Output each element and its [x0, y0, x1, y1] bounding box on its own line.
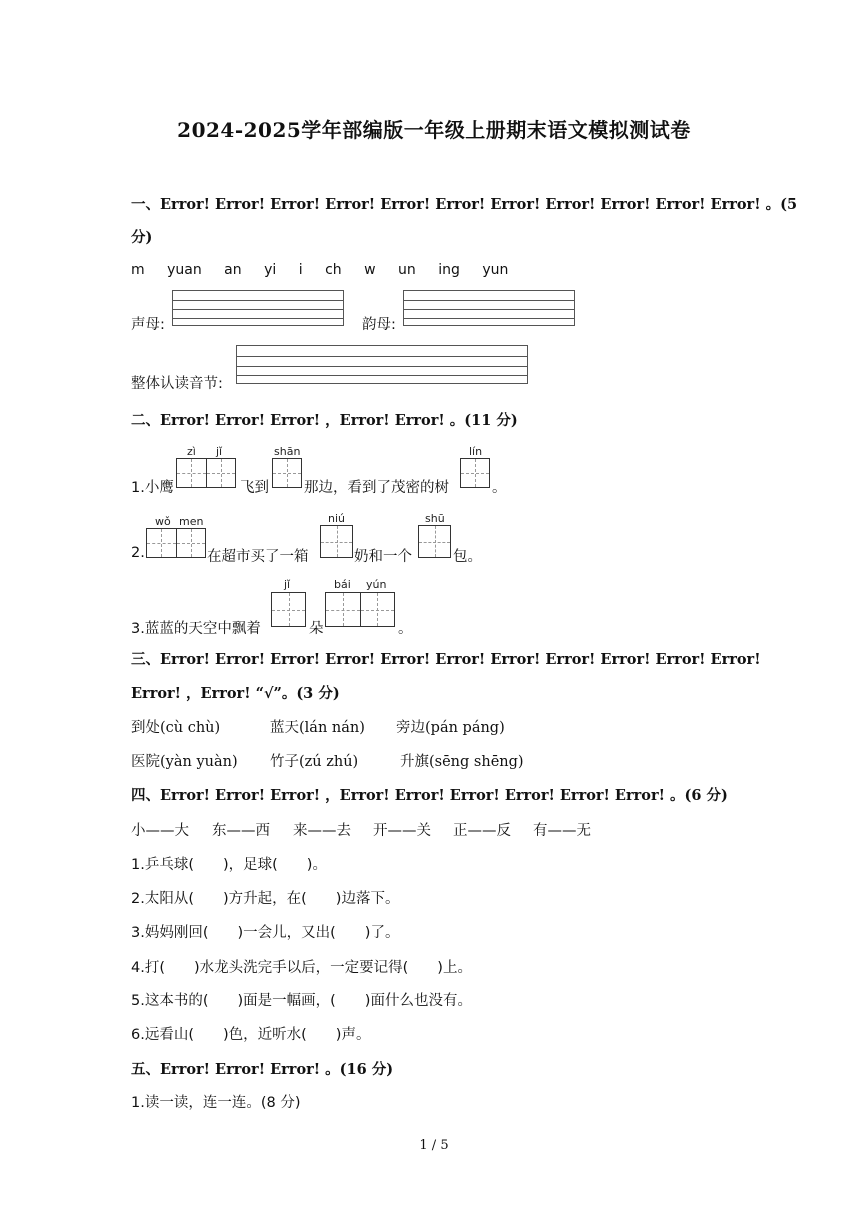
q2-text: 包。 — [453, 549, 482, 565]
letter: ch — [325, 262, 342, 278]
section-5-heading: 五、Error! Error! Error! 。(16 分) — [131, 1061, 394, 1078]
letter: i — [298, 262, 303, 278]
shengmu-writing-lines[interactable] — [172, 290, 344, 326]
q1-text: 。 — [492, 480, 507, 496]
pinyin-label: zì — [187, 445, 196, 458]
tianzige-box[interactable] — [418, 525, 451, 558]
q2-prefix: 2. — [131, 545, 145, 561]
zhengti-writing-lines[interactable] — [236, 345, 528, 384]
letter: un — [398, 262, 416, 278]
fill-blank-item[interactable]: 4.打( )水龙头洗完手以后，一定要记得( )上。 — [131, 960, 472, 976]
yunmu-label: 韵母: — [362, 317, 396, 333]
letter: yi — [264, 262, 277, 278]
q3-text: 朵 — [309, 621, 324, 637]
tianzige-box[interactable] — [176, 458, 236, 488]
tianzige-box[interactable] — [271, 592, 306, 627]
antonym-pair: 来——去 — [293, 823, 351, 839]
q1-text: 飞到 — [240, 480, 269, 496]
shengmu-label: 声母: — [131, 317, 165, 333]
antonym-pair: 小——大 — [131, 823, 189, 839]
pinyin-label: men — [179, 515, 204, 528]
tianzige-box[interactable] — [320, 525, 353, 558]
section-2-heading: 二、Error! Error! Error! ，Error! Error! 。(11 分) — [131, 412, 518, 429]
q2-text: 在超市买了一箱 — [207, 549, 309, 565]
letters-row — [131, 262, 508, 278]
pinyin-choice[interactable]: 蓝天(lán nán) — [270, 720, 365, 736]
fill-blank-item[interactable]: 3.妈妈刚回( )一会儿，又出( )了。 — [131, 925, 400, 941]
pinyin-choice[interactable]: 升旗(sēng shēng) — [400, 754, 524, 770]
pinyin-choice[interactable]: 到处(cù chù) — [131, 720, 221, 736]
letter: yuan — [167, 262, 202, 278]
pinyin-choice[interactable]: 医院(yàn yuàn) — [131, 754, 238, 770]
section-4-heading: 四、Error! Error! Error! ，Error! Error! Error! Error! Error! Error! 。(6 分) — [131, 787, 728, 804]
pinyin-label: niú — [328, 512, 345, 525]
section-1-heading-cont: 分) — [131, 229, 153, 246]
pinyin-label: lín — [469, 445, 483, 458]
fill-blank-item[interactable]: 2.太阳从( )方升起，在( )边落下。 — [131, 891, 400, 907]
pinyin-label: jǐ — [216, 445, 223, 458]
tianzige-box[interactable] — [146, 528, 206, 558]
page-number: 1 / 5 — [419, 1138, 449, 1153]
zhengti-label: 整体认读音节: — [131, 376, 223, 392]
section-3-heading: 三、Error! Error! Error! Error! Error! Error! Error! Error! Error! Error! Error! — [131, 651, 761, 668]
pinyin-label: jǐ — [284, 578, 291, 591]
fill-blank-item[interactable]: 6.远看山( )色，近听水( )声。 — [131, 1027, 371, 1043]
pinyin-choice[interactable]: 旁边(pán páng) — [396, 720, 505, 736]
antonym-pair: 东——西 — [212, 823, 270, 839]
pinyin-label: wǒ — [155, 515, 171, 528]
fill-blank-item[interactable]: 5.这本书的( )面是一幅画，( )面什么也没有。 — [131, 993, 472, 1009]
q3-prefix: 3.蓝蓝的天空中飘着 — [131, 621, 261, 637]
q1-prefix: 1.小鹰 — [131, 480, 174, 496]
pinyin-label: shū — [425, 512, 445, 525]
tianzige-box[interactable] — [460, 458, 490, 488]
antonym-pair: 正——反 — [453, 823, 511, 839]
antonym-pair: 有——无 — [533, 823, 591, 839]
q3-text: 。 — [398, 621, 413, 637]
letter: w — [364, 262, 376, 278]
section-3-heading-cont: Error! ，Error! “√”。(3 分) — [131, 685, 340, 702]
pinyin-label: shān — [274, 445, 301, 458]
pinyin-label: yún — [366, 578, 387, 591]
tianzige-box[interactable] — [325, 592, 395, 627]
antonym-pair: 开——关 — [373, 823, 431, 839]
fill-blank-item[interactable]: 1.乒乓球( )，足球( )。 — [131, 857, 327, 873]
letter: an — [224, 262, 242, 278]
pinyin-label: bái — [334, 578, 351, 591]
q2-text: 奶和一个 — [354, 549, 412, 565]
yunmu-writing-lines[interactable] — [403, 290, 575, 326]
letter: yun — [482, 262, 509, 278]
q1-text: 那边，看到了茂密的树 — [304, 480, 449, 496]
pinyin-choice[interactable]: 竹子(zú zhú) — [270, 754, 359, 770]
letter: m — [131, 262, 145, 278]
section-5-q1: 1.读一读，连一连。(8 分) — [131, 1095, 301, 1111]
tianzige-box[interactable] — [272, 458, 302, 488]
page-title: 2024-2025学年部编版一年级上册期末语文模拟测试卷 — [177, 118, 691, 142]
section-1-heading: 一、Error! Error! Error! Error! Error! Error! Error! Error! Error! Error! Error! 。(5 — [131, 196, 798, 213]
letter: ing — [438, 262, 460, 278]
